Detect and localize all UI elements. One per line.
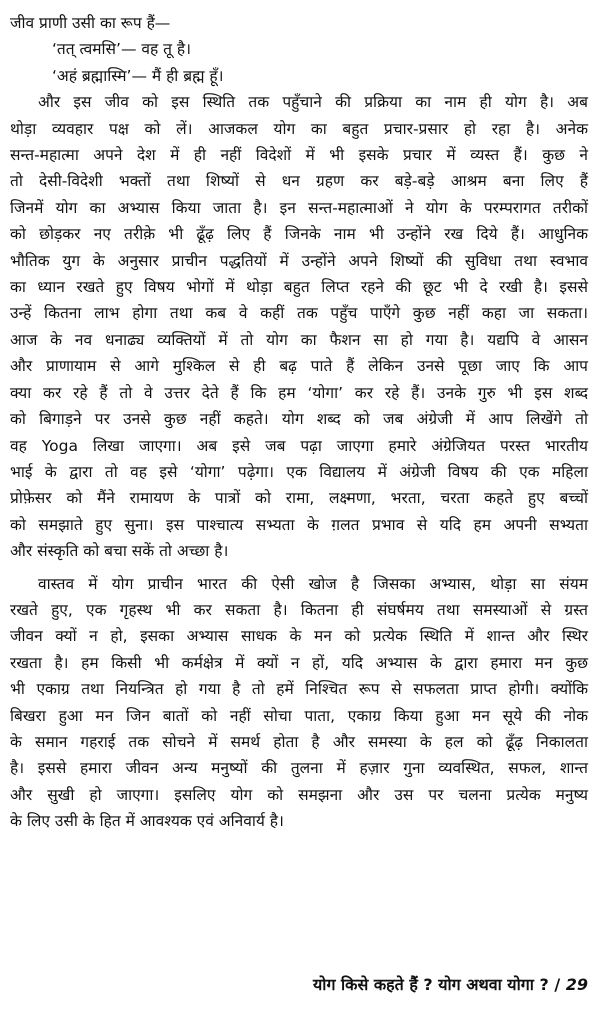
- para-line: और सुखी हो जाएगा। इसलिए योग को समझना और उस पर चलना प्रत्येक मनुष्य: [10, 785, 588, 804]
- para-line: रखता है। हम किसी भी कर्मक्षेत्र में क्यों न हों, यदि अभ्यास के द्वारा हमारा मन कुछ: [10, 653, 588, 672]
- para-line: भी एकाग्र तथा नियन्त्रित हो गया है तो हमें निश्चित रूप से सफलता प्राप्त होगी। क्योंकि: [10, 680, 588, 699]
- para-line: उन्हें कितना लाभ होगा तथा कब वे कहीं तक पहुँच पाएँगे कुछ नहीं कहा जा सकता।: [10, 304, 588, 323]
- quote-aham-brahmasmi: ‘अहं ब्रह्मास्मि’— मैं ही ब्रह्म हूँ।: [52, 66, 224, 85]
- para-line: रखते हुए, एक गृहस्थ भी कर सकता है। कितना ही संघर्षमय तथा समस्याओं से ग्रस्त: [10, 600, 588, 619]
- paragraph-1: [10, 89, 588, 564]
- para-line: बिखरा हुआ मन जिन बातों को नहीं सोचा पाता, एकाग्र किया हुआ मन सूये की नोक: [10, 706, 588, 725]
- para-line: को समझाते हुए सुना। इस पाश्चात्य सभ्यता के ग़लत प्रभाव से यदि हम अपनी सभ्यता: [10, 515, 588, 534]
- page-number: 29: [565, 975, 588, 994]
- para-line: भाई के द्वारा तो वह इसे ‘योगा’ पढ़ेगा। एक विद्यालय में अंग्रेजी विषय की एक महिला: [10, 462, 588, 481]
- para-line: सन्त-महात्मा अपने देश में ही नहीं विदेशों में भी इसके प्रचार में व्यस्त हैं। कुछ ने: [10, 146, 588, 165]
- para-line: वास्तव में योग प्राचीन भारत की ऐसी खोज है जिसका अभ्यास, थोड़ा सा संयम: [38, 574, 588, 593]
- para-line: आज के नव धनाढ्य व्यक्तियों में तो योग का फैशन सा हो गया है। यद्यपि वे आसन: [10, 330, 588, 349]
- para-line: थोड़ा व्यवहार पक्ष को लें। आजकल योग का बहुत प्रचार-प्रसार हो रहा है। अनेक: [10, 119, 588, 138]
- intro-line: जीव प्राणी उसी का रूप हैं—: [10, 14, 171, 32]
- para-line: के समान गहराई तक सोचने में समर्थ होता है और समस्या के हल को ढूँढ़ निकालता: [10, 732, 588, 751]
- para-line: है। इससे हमारा जीवन अन्य मनुष्यों की तुलना में हज़ार गुना व्यवस्थित, सफल, शान्त: [10, 759, 588, 778]
- para-line: वह Yoga लिखा जाएगा। अब इसे जब पढ़ा जाएगा हमारे अंग्रेजियत परस्त भारतीय: [10, 436, 588, 455]
- para-line: और इस जीव को इस स्थिति तक पहुँचाने की प्रक्रिया का नाम ही योग है। अब: [38, 93, 588, 112]
- para-line: क्या कर रहे हैं तो वे उत्तर देते हैं कि हम ‘योगा’ कर रहे हैं। उनके गुरु भी इस शब्द: [10, 383, 588, 402]
- page-footer: [10, 972, 588, 998]
- para-line: जिनमें योग का अभ्यास किया जाता है। इन सन्त-महात्माओं ने योग के परम्परागत तरीकों: [10, 198, 588, 217]
- paragraph-2: [10, 571, 588, 835]
- para-line: और प्राणायाम से आगे मुश्किल से ही बढ़ पाते हैं लेकिन उनसे पूछा जाए कि आप: [10, 357, 588, 376]
- para-line: का ध्यान रखते हुए विषय भोगों में थोड़ा बहुत लिप्त रहने की छूट भी दे रखी है। इससे: [10, 278, 588, 297]
- running-title: योग किसे कहते हैं ? योग अथवा योगा ?: [313, 975, 549, 994]
- para-line: जीवन क्यों न हो, इसका अभ्यास साधक के मन को प्रत्येक स्थिति में शान्त और स्थिर: [10, 627, 588, 646]
- para-line: को छोड़कर नए तरीक़े भी ढूँढ़ लिए हैं जिनके नाम भी उन्होंने रख दिये हैं। आधुनिक: [10, 225, 588, 244]
- para-line: और संस्कृति को बचा सकें तो अच्छा है।: [10, 542, 229, 561]
- body-text: [10, 10, 588, 835]
- quote-tat-tvam-asi: ‘तत् त्वमसि’— वह तू है।: [52, 40, 192, 59]
- para-line: प्रोफ़ेसर को मैंने रामायण के पात्रों को रामा, लक्ष्मणा, भरता, चरता कहते हुए बच्चों: [10, 489, 588, 508]
- book-page: [10, 10, 588, 1010]
- footer-separator: /: [554, 975, 561, 994]
- para-line: भौतिक युग के अनुसार प्राचीन पद्धतियों में उन्होंने अपने शिष्यों की सुविधा तथा स्वभाव: [10, 251, 588, 270]
- para-line: के लिए उसी के हित में आवश्यक एवं अनिवार्य है।: [10, 812, 284, 831]
- para-line: को बिगाड़ने पर उनसे कुछ नहीं कहते। योग शब्द को जब अंग्रेजी में आप लिखेंगे तो: [10, 410, 588, 429]
- para-line: तो देसी-विदेशी भक्तों तथा शिष्यों से धन ग्रहण कर बड़े-बड़े आश्रम बना लिए हैं: [10, 172, 588, 191]
